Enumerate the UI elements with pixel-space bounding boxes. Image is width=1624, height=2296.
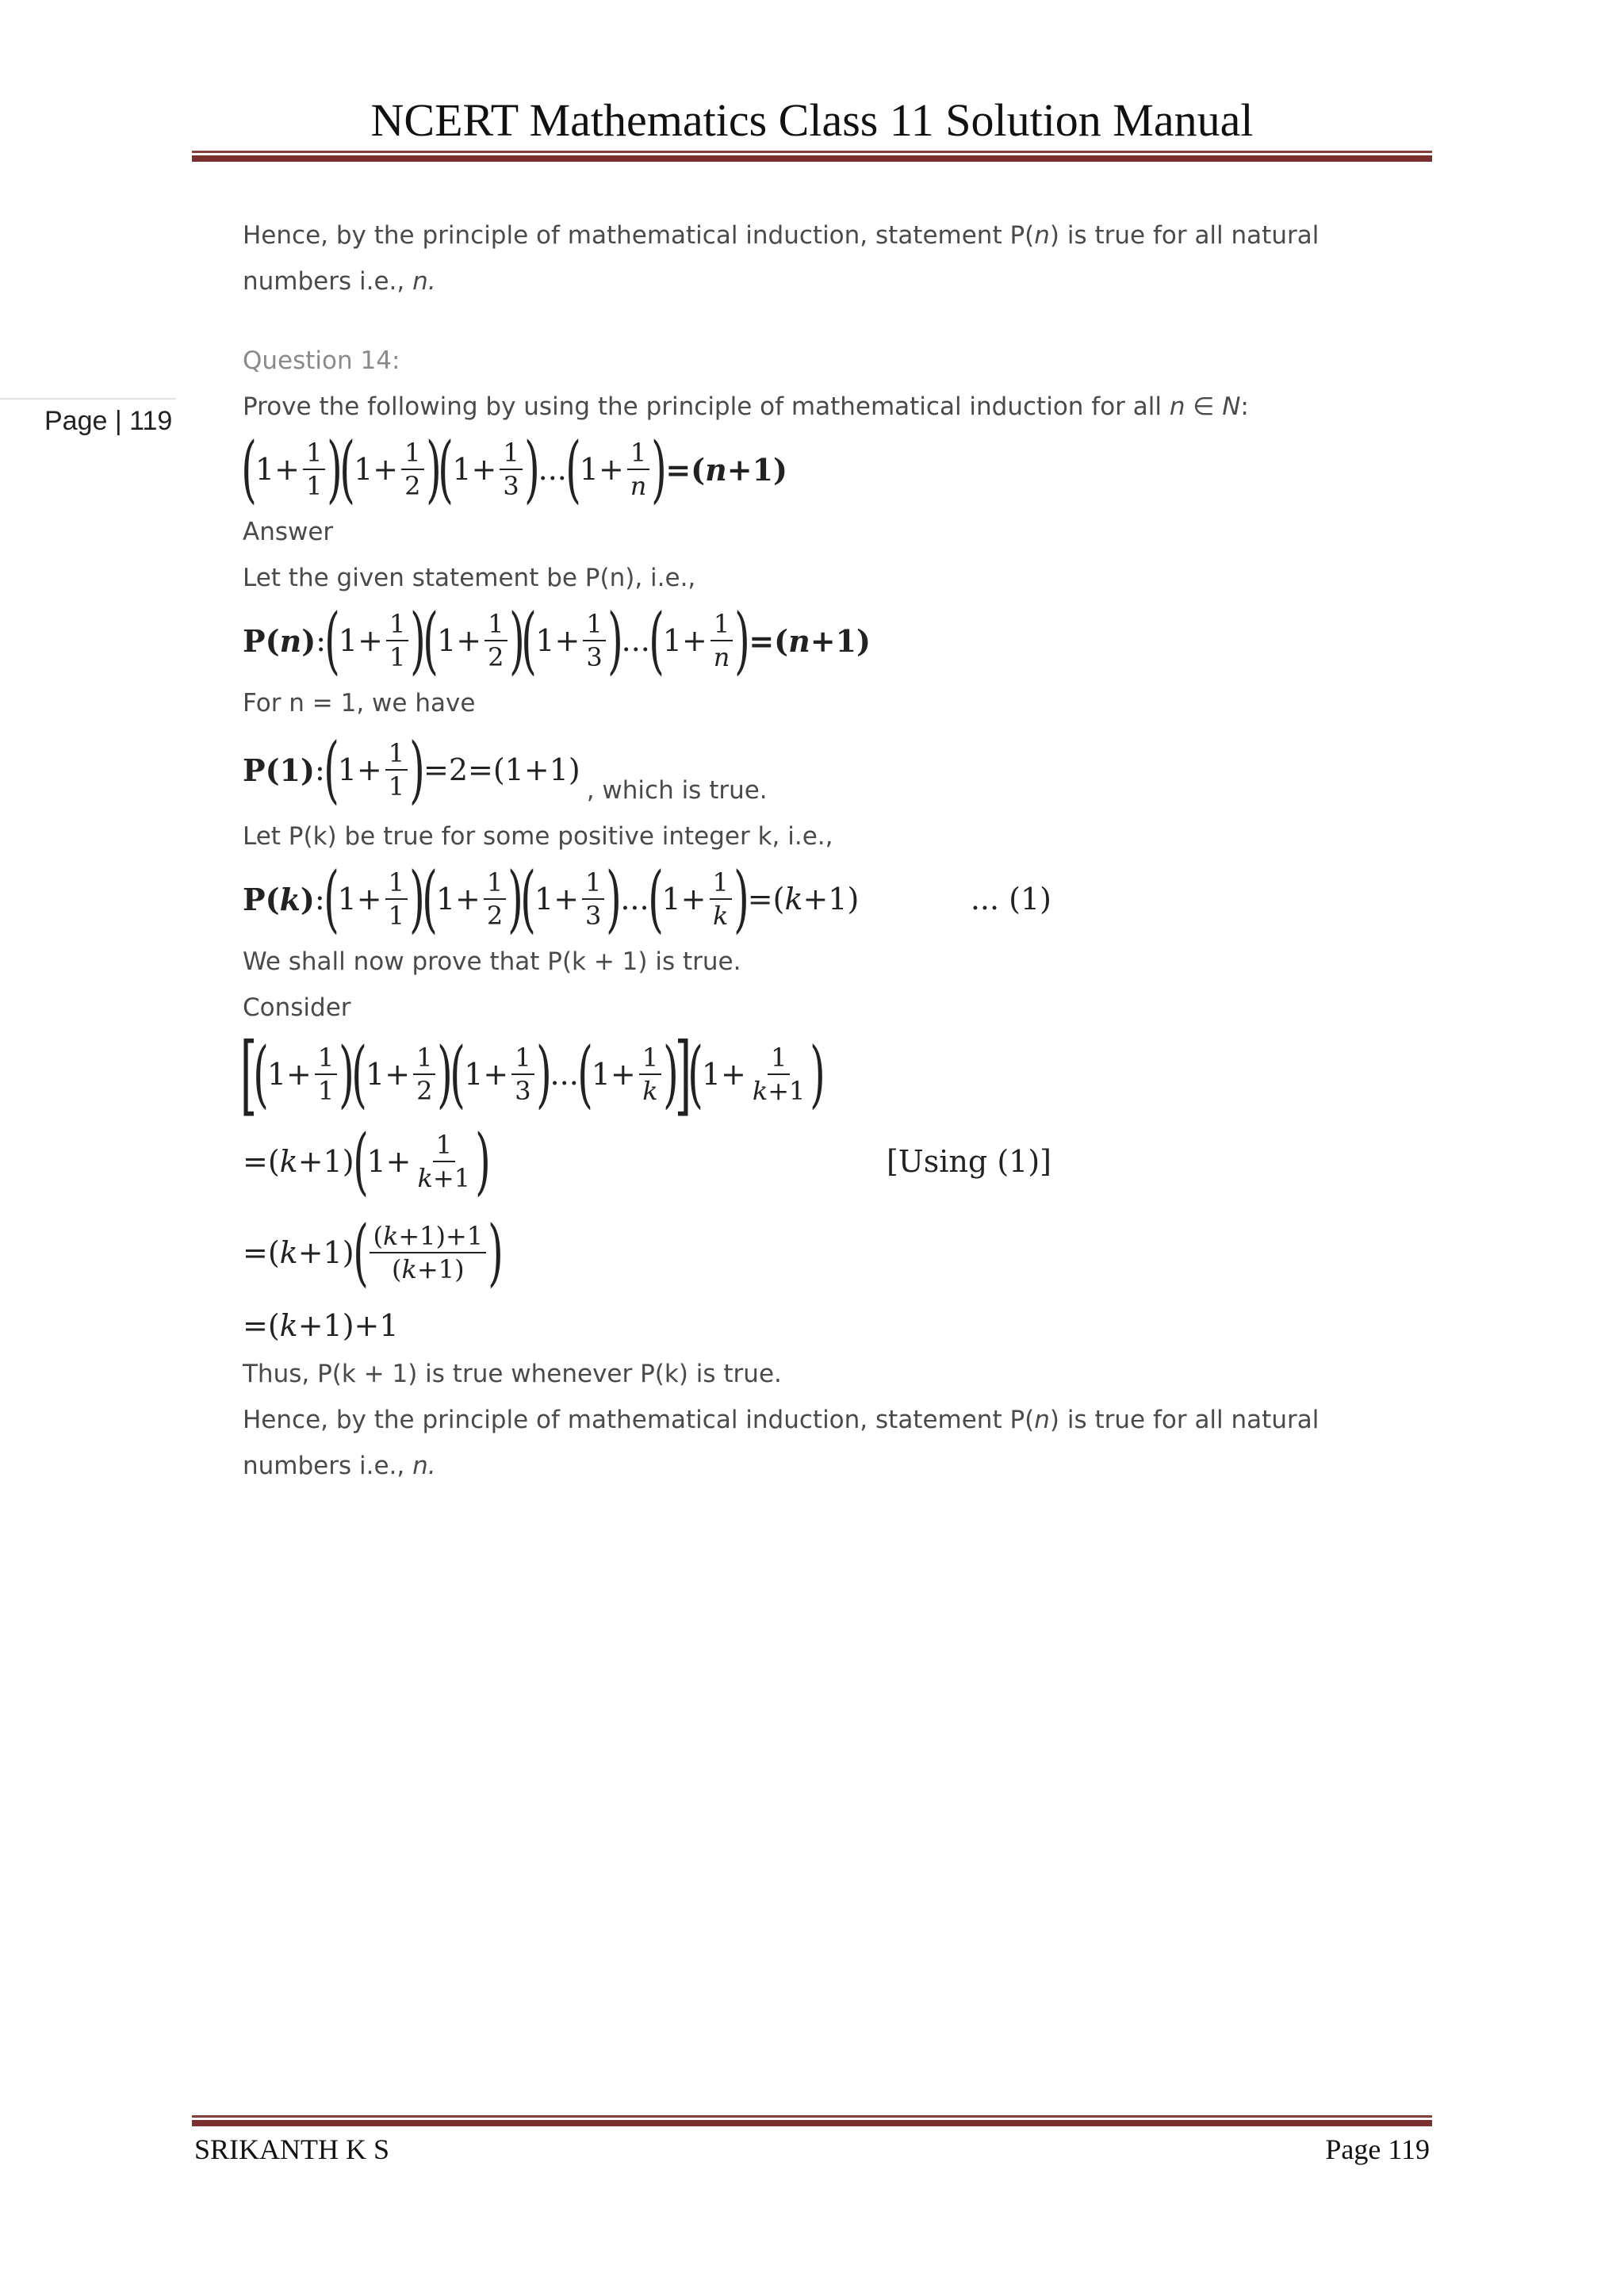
- step1-row: [243, 1118, 1051, 1205]
- previous-conclusion: Hence, by the principle of mathematical induction, statement P(n) is true for all natural numbers i.e., n.: [243, 221, 1320, 296]
- consider-expression: [ ( 1+ $\frac{1}{1}$ ) ( 1+ $\frac{1}{2}$ ) ( 1+ $\frac{1}{3}$ ) ... ( 1+ $\frac{1}{k}$ ) ] ( 1+ $\frac{1}{k+1}$ ): [239, 1024, 826, 1125]
- statement-pn-equation: P(n) : ( 1+ $\frac{1}{1}$ ) ( 1+ $\frac{1}{2}$ ) ( 1+ $\frac{1}{3}$ ) ... ( 1+ $\frac{1}{n}$ ) =(n+1): [243, 598, 871, 683]
- answer-label: Answer: [243, 518, 334, 546]
- hypothesis-row: [243, 856, 1051, 941]
- let-statement: Let the given statement be P(n), i.e.,: [243, 564, 696, 592]
- question-text: Prove the following by using the principle of mathematical induction for all n ∈ N:: [243, 392, 1249, 421]
- margin-divider: [0, 398, 176, 400]
- solution-content: [239, 212, 1385, 1489]
- conclusion-text: Hence, by the principle of mathematical induction, statement P(n) is true for all natural numbers i.e., n.: [243, 1406, 1320, 1480]
- footer-page-number: Page 119: [1325, 2133, 1430, 2165]
- consider-text: Consider: [243, 993, 351, 1022]
- base-case-equation: P(1) : ( 1+ $\frac{1}{1}$ ) =2=(1+1) , which is true.: [243, 727, 768, 812]
- base-case-true: , which is true.: [586, 776, 768, 805]
- induction-hypothesis-intro: Let P(k) be true for some positive integer k, i.e.,: [243, 822, 833, 851]
- base-case-intro: For n = 1, we have: [243, 689, 476, 718]
- equation-ref-1: ... (1): [970, 882, 1051, 916]
- thus-text: Thus, P(k + 1) is true whenever P(k) is true.: [243, 1360, 782, 1388]
- question-equation: ( 1+ $\frac{1}{1}$ ) ( 1+ $\frac{1}{2}$ ) ( 1+ $\frac{1}{3}$ ) ... ( 1+ $\frac{1}{n}$ ) =(n+1): [241, 427, 788, 511]
- footer-author: SRIKANTH K S: [194, 2133, 390, 2165]
- prove-next-text: We shall now prove that P(k + 1) is true.: [243, 947, 741, 976]
- step3-equation: =( k +1)+1: [243, 1308, 399, 1343]
- footer-rule: [192, 2115, 1432, 2126]
- using-ref: [Using (1)]: [886, 1144, 1051, 1179]
- step2-equation: =( k +1) ( $\frac{(k+1)+1}{(k+1)}$ ): [243, 1210, 504, 1295]
- step1-equation: =( k +1) ( 1+ $\frac{1}{k+1}$ ): [243, 1119, 491, 1203]
- page-header-title: NCERT Mathematics Class 11 Solution Manual: [370, 94, 1254, 146]
- hypothesis-equation: P(k) : ( 1+ $\frac{1}{1}$ ) ( 1+ $\frac{1}{2}$ ) ( 1+ $\frac{1}{3}$ ) ... ( 1+ $\frac{1}{k}$ ) =( k +1): [243, 856, 860, 941]
- header-rule: [192, 151, 1432, 162]
- question-label: Question 14:: [243, 346, 400, 375]
- margin-page-label: Page | 119: [44, 406, 173, 436]
